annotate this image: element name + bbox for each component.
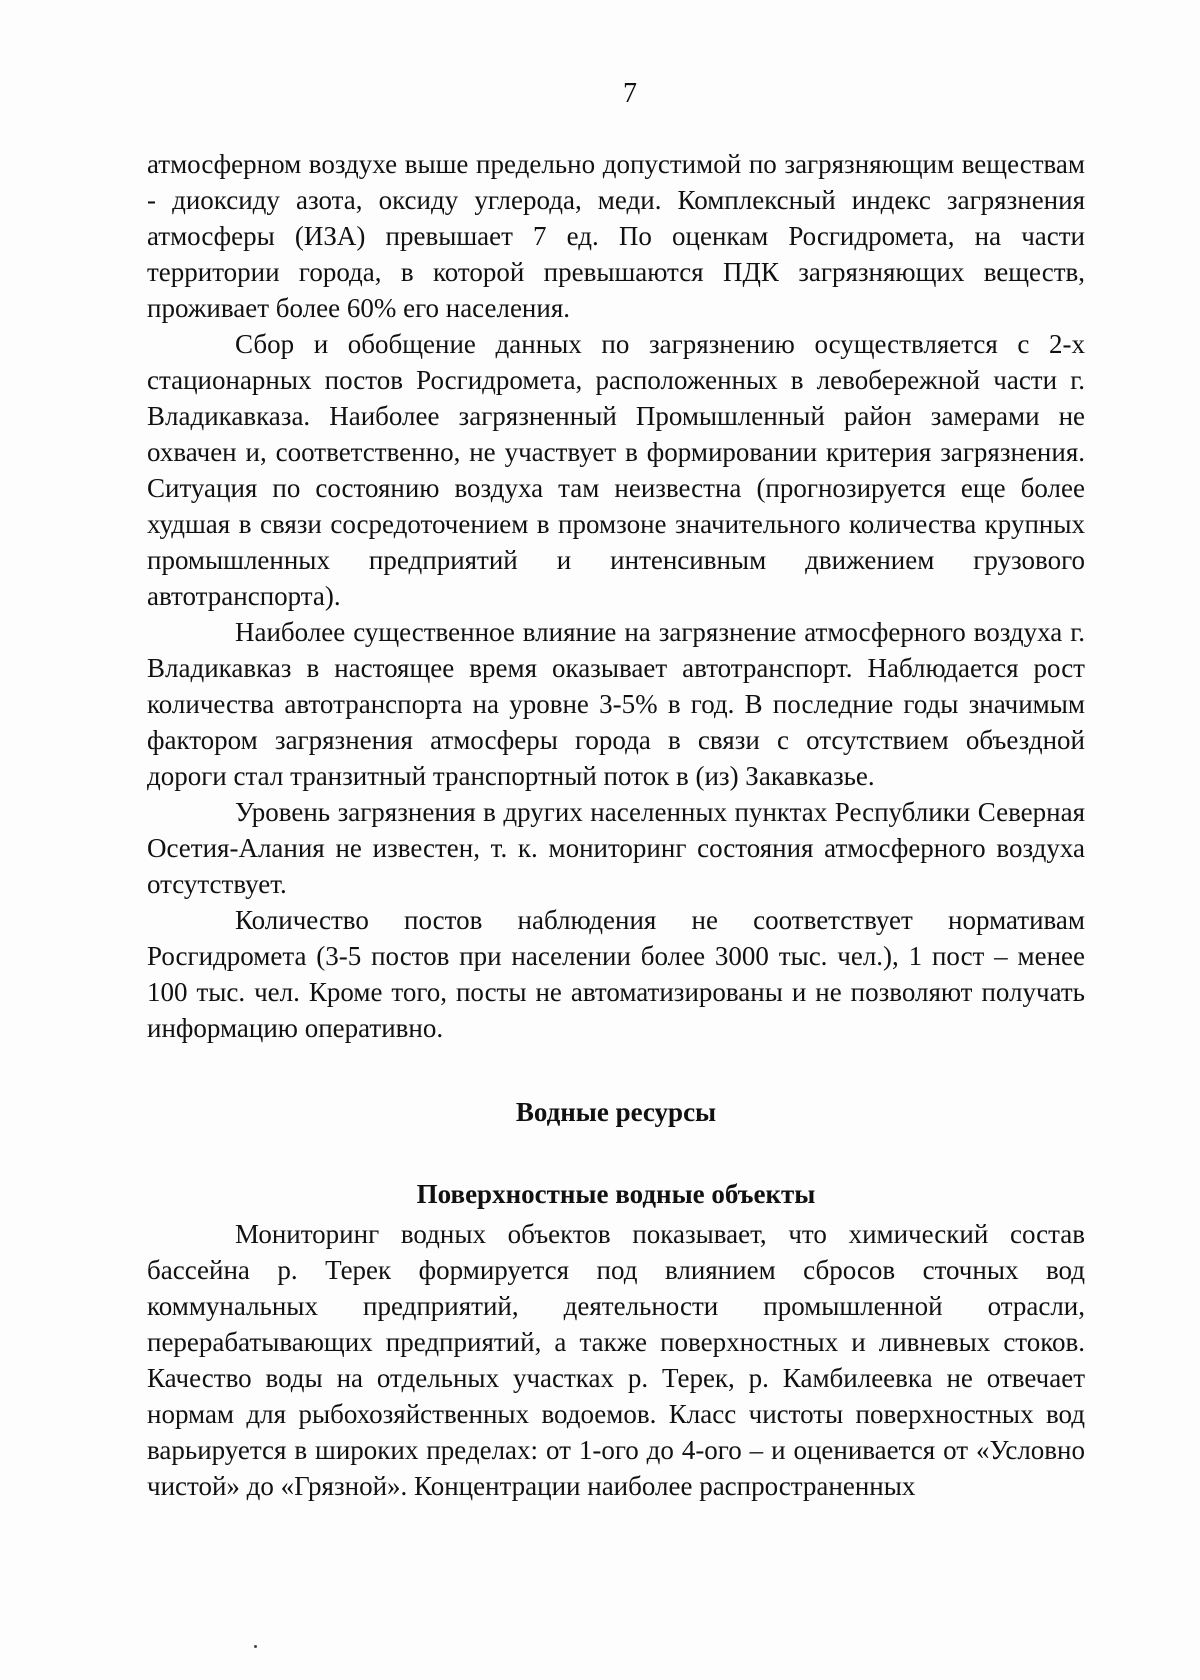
paragraph-vehicle-impact: Наиболее существенное влияние на загрязнение атмосферного воздуха г. Владикавказ в настоящее время оказывает автотранспорт. Наблюдается рост количества автотранспорта на уровне 3-5% в год. В последние годы значимым фактором загрязнения атмосферы города в связи с отсутствием объездной дороги стал транзитный транспортный поток в (из) Закавказье.	[147, 617, 1085, 791]
document-body	[147, 146, 1085, 1504]
page-number: 7	[623, 78, 637, 109]
paragraph-other-settlements: Уровень загрязнения в других населенных пунктах Республики Северная Осетия-Алания не известен, т. к. мониторинг состояния атмосферного воздуха отсутствует.	[147, 797, 1085, 899]
paragraph-water-monitoring: Мониторинг водных объектов показывает, что химический состав бассейна р. Терек формируется под влиянием сбросов сточных вод коммунальных предприятий, деятельности промышленной отрасли, перерабатывающих предприятий, а также поверхностных и ливневых стоков. Качество воды на отдельных участках р. Терек, р. Камбилеевка не отвечает нормам для рыбохозяйственных водоемов. Класс чистоты поверхностных вод варьируется в широких пределах: от 1-ого до 4-ого – и оценивается от «Условно чистой» до «Грязной». Концентрации наиболее распространенных	[147, 1219, 1085, 1501]
section-heading-water-resources: Водные ресурсы	[515, 1097, 717, 1127]
paragraph-air-pollution-intro: атмосферном воздухе выше предельно допустимой по загрязняющим веществам - диоксиду азота, оксиду углерода, меди. Комплексный индекс загрязнения атмосферы (ИЗА) превышает 7 ед. По оценкам Росгидромета, на части территории города, в которой превышаются ПДК загрязняющих веществ, проживает более 60% его населения.	[147, 149, 1085, 323]
scan-artifact-dot	[254, 1645, 257, 1648]
paragraph-monitoring-posts: Сбор и обобщение данных по загрязнению осуществляется с 2-х стационарных постов Росгидромета, расположенных в левобережной части г. Владикавказа. Наиболее загрязненный Промышленный район замерами не охвачен и, соответственно, не участвует в формировании критерия загрязнения. Ситуация по состоянию воздуха там неизвестна (прогнозируется еще более худшая в связи сосредоточением в промзоне значительного количества крупных промышленных предприятий и интенсивным движением грузового автотранспорта).	[147, 329, 1085, 611]
paragraph-post-count: Количество постов наблюдения не соответствует нормативам Росгидромета (3-5 постов при населении более 3000 тыс. чел.), 1 пост – менее 100 тыс. чел. Кроме того, посты не автоматизированы и не позволяют получать информацию оперативно.	[147, 905, 1085, 1043]
subsection-heading-surface-water: Поверхностные водные объекты	[416, 1179, 816, 1209]
